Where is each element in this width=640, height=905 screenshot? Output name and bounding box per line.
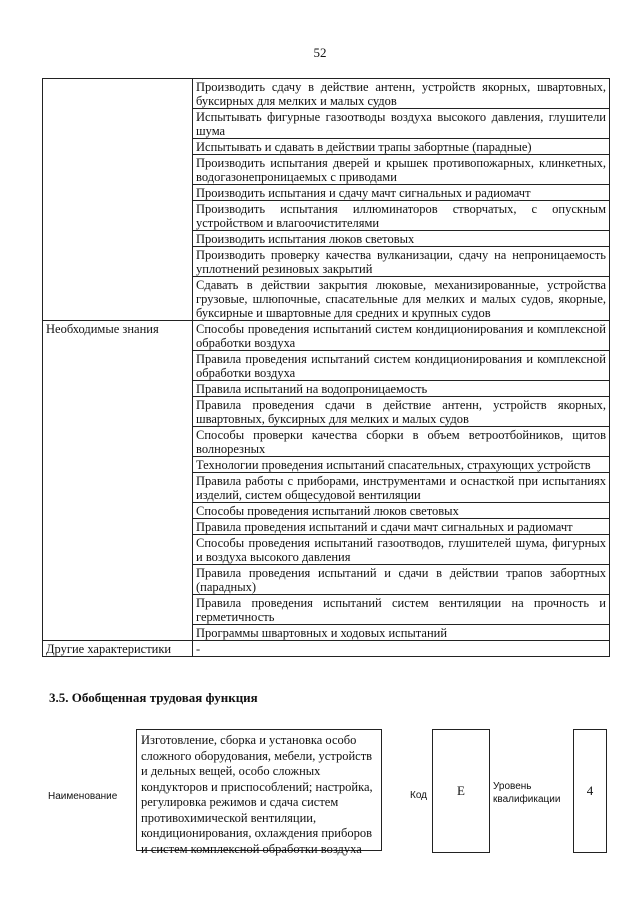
row-text-cell: - bbox=[193, 641, 610, 657]
qualification-level-box bbox=[573, 729, 607, 853]
qualification-level-value: 4 bbox=[586, 783, 594, 798]
row-text-cell: Производить испытания дверей и крышек противопожарных, клинкетных, водогазонепроницаемых с приводами bbox=[193, 155, 610, 185]
row-label-cell bbox=[43, 79, 193, 321]
row-text-cell: Испытывать фигурные газоотводы воздуха высокого давления, глушители шума bbox=[193, 109, 610, 139]
table-row bbox=[43, 79, 610, 109]
requirements-table bbox=[42, 78, 610, 657]
code-label: Код bbox=[410, 790, 428, 801]
row-text-cell: Правила проведения сдачи в действие антенн, устройств якорных, швартовных, буксирных для мелких и малых судов bbox=[193, 397, 610, 427]
requirements-table-body bbox=[43, 79, 610, 657]
row-text-cell: Производить испытания иллюминаторов створчатых, с опускным устройством и влагоочистителями bbox=[193, 201, 610, 231]
row-text-cell: Производить проверку качества вулканизации, сдачу на непроницаемость уплотнений резиновых закрытий bbox=[193, 247, 610, 277]
page-number: 52 bbox=[313, 45, 327, 60]
row-text-cell: Производить испытания и сдачу мачт сигнальных и радиомачт bbox=[193, 185, 610, 201]
row-text-cell: Технологии проведения испытаний спасательных, страхующих устройств bbox=[193, 457, 610, 473]
row-text-cell: Производить сдачу в действие антенн, устройств якорных, швартовных, буксирных для мелких и малых судов bbox=[193, 79, 610, 109]
row-text-cell: Способы проведения испытаний систем кондиционирования и комплексной обработки воздуха bbox=[193, 321, 610, 351]
row-text-cell: Способы проверки качества сборки в объем ветроотбойников, щитов волнорезных bbox=[193, 427, 610, 457]
row-text-cell: Правила испытаний на водопроницаемость bbox=[193, 381, 610, 397]
row-text-cell: Правила проведения испытаний и сдачи в действии трапов забортных (парадных) bbox=[193, 565, 610, 595]
row-text-cell: Испытывать и сдавать в действии трапы забортные (парадные) bbox=[193, 139, 610, 155]
row-text-cell: Производить испытания люков световых bbox=[193, 231, 610, 247]
row-text-cell: Способы проведения испытаний газоотводов, глушителей шума, фигурных и воздуха высокого давления bbox=[193, 535, 610, 565]
qualification-level-label bbox=[493, 780, 561, 806]
row-text-cell: Способы проведения испытаний люков световых bbox=[193, 503, 610, 519]
qualification-level-label-text: Уровень квалификации bbox=[493, 781, 561, 805]
table-row bbox=[43, 641, 610, 657]
code-value-box bbox=[432, 729, 490, 853]
table-row bbox=[43, 321, 610, 351]
row-text-cell: Правила проведения испытаний и сдачи мачт сигнальных и радиомачт bbox=[193, 519, 610, 535]
row-text-cell: Программы швартовных и ходовых испытаний bbox=[193, 625, 610, 641]
row-text-cell: Правила проведения испытаний систем кондиционирования и комплексной обработки воздуха bbox=[193, 351, 610, 381]
row-text-cell: Правила работы с приборами, инструментами и оснасткой при испытаниях изделий, систем общесудовой вентиляции bbox=[193, 473, 610, 503]
name-label: Наименование bbox=[48, 791, 118, 802]
name-value-box: Изготовление, сборка и установка особо сложного оборудования, мебели, устройств и дельных вещей, особо сложных кондукторов и приспособлений; настройка, регулировка режимов и сдача систем противохимической вентиляции, кондиционирования, охлаждения приборов и систем комплексной обработки воздуха bbox=[136, 729, 382, 851]
row-text-cell: Правила проведения испытаний систем вентиляции на прочность и герметичность bbox=[193, 595, 610, 625]
section-heading: 3.5. Обобщенная трудовая функция bbox=[49, 690, 258, 705]
row-label-cell: Необходимые знания bbox=[43, 321, 193, 641]
row-text-cell: Сдавать в действии закрытия люковые, механизированные, устройства грузовые, шлюпочные, спасательные для мелких и малых судов, якорные, буксирные и швартовные для средних и крупных судов bbox=[193, 277, 610, 321]
code-value: E bbox=[457, 783, 465, 798]
row-label-cell: Другие характеристики bbox=[43, 641, 193, 657]
